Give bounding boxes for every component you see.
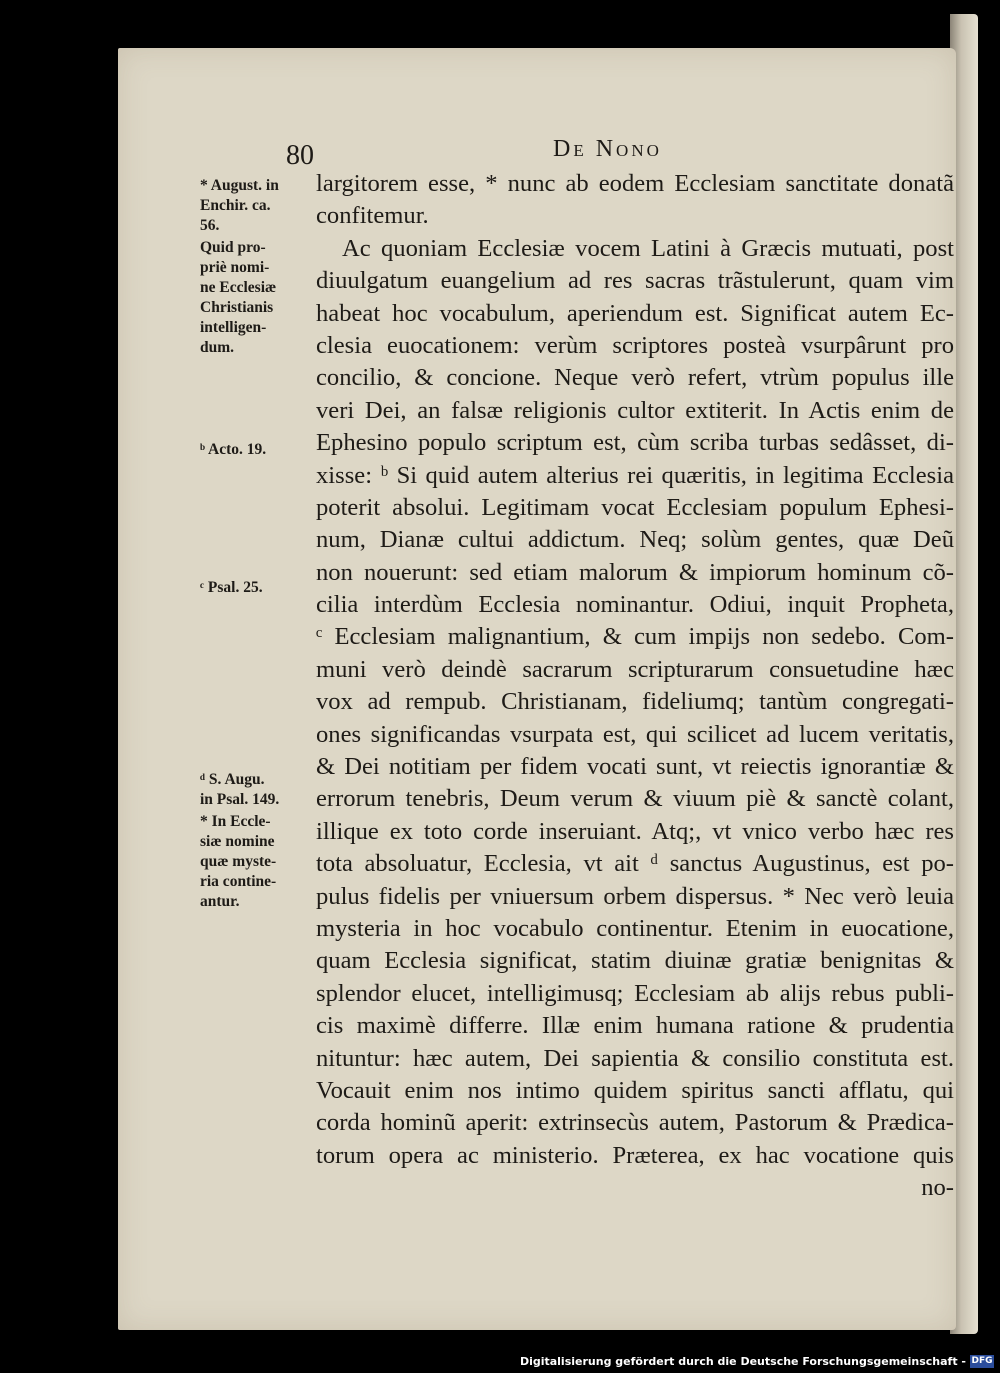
page-number: 80 bbox=[286, 140, 314, 171]
margin-note-line: Quid pro- bbox=[200, 239, 266, 256]
margin-note-line: ria contine- bbox=[200, 873, 277, 890]
funding-credit: Digitalisierung gefördert durch die Deutsche Forschungsgemeinschaft - bbox=[519, 1355, 966, 1368]
text-line: confitemur. bbox=[316, 202, 429, 230]
text-line: & Dei notitiam per fidem vocati sunt, vt reiectis ignorantiæ & bbox=[316, 753, 954, 781]
text-line: tota absoluatur, Ecclesia, vt ait ᵈ sanctus Augustinus, est po- bbox=[316, 850, 954, 878]
text-line: ᶜ Ecclesiam malignantium, & cum impijs non sedebo. Com- bbox=[316, 623, 954, 651]
text-line: pulus fidelis per vniuersum orbem dispersus. * Nec verò leuia bbox=[316, 882, 954, 910]
margin-note bbox=[200, 770, 318, 810]
text-line: Ac quoniam Ecclesiæ vocem Latini à Græcis mutuati, post bbox=[342, 234, 954, 262]
body-text bbox=[316, 168, 954, 1205]
margin-note-line: dum. bbox=[200, 339, 235, 356]
text-line: largitorem esse, * nunc ab eodem Ecclesiam sanctitate donatã bbox=[316, 170, 954, 197]
text-line: poterit absolui. Legitimam vocat Ecclesiam populum Ephesi- bbox=[316, 493, 954, 521]
text-line: errorum tenebris, Deum verum & viuum piè & sanctè colant, bbox=[316, 785, 954, 813]
text-line: mysteria in hoc vocabulo continentur. Etenim in euocatione, bbox=[316, 914, 954, 942]
running-title: De Nono bbox=[553, 136, 662, 162]
catchword: no- bbox=[921, 1174, 954, 1202]
margin-note bbox=[200, 176, 318, 236]
text-line: habeat hoc vocabulum, aperiendum est. Significat autem Ec- bbox=[316, 299, 954, 327]
text-line: Ephesino populo scriptum est, cùm scriba turbas sedâsset, di- bbox=[316, 429, 954, 457]
text-line: Vocauit enim nos intimo quidem spiritus sancti afflatu, qui bbox=[316, 1076, 954, 1104]
margin-note bbox=[200, 812, 318, 912]
text-line: muni verò deindè sacrarum scripturarum consuetudine hæc bbox=[316, 655, 954, 683]
margin-note-line: ne Ecclesiæ bbox=[200, 279, 277, 296]
margin-note-line: ᵈ S. Augu. bbox=[200, 771, 265, 788]
margin-note-line: ᶜ Psal. 25. bbox=[200, 579, 263, 596]
margin-note bbox=[200, 238, 318, 358]
text-line: xisse: ᵇ Si quid autem alterius rei quæritis, in legitima Ecclesia bbox=[316, 461, 954, 489]
text-line: ones significandas vsurpata est, qui scilicet ad lucem veritatis, bbox=[316, 720, 954, 748]
margin-note-line: intelligen- bbox=[200, 319, 267, 336]
text-line: vox ad rempub. Christianam, fideliumq; tantùm congregati- bbox=[316, 688, 954, 716]
text-line: nituntur: hæc autem, Dei sapientia & consilio constituta est. bbox=[316, 1044, 954, 1072]
margin-note-line: priè nomi- bbox=[200, 259, 270, 276]
margin-note-line: ᵇ Acto. 19. bbox=[200, 441, 267, 458]
footer-bar bbox=[0, 1352, 1000, 1373]
margin-note-line: * August. in bbox=[200, 177, 279, 194]
text-line: num, Dianæ cultui addictum. Neq; solùm gentes, quæ Deũ bbox=[316, 526, 954, 554]
margin-note-line: * In Eccle- bbox=[200, 813, 271, 830]
margin-note-line: Enchir. ca. bbox=[200, 197, 271, 214]
dfg-logo: DFG bbox=[971, 1356, 993, 1366]
text-line: veri Dei, an falsæ religionis cultor extiterit. In Actis enim de bbox=[316, 396, 954, 424]
margin-note-line: Christianis bbox=[200, 299, 274, 316]
margin-note-line: antur. bbox=[200, 893, 240, 910]
text-line: torum opera ac ministerio. Præterea, ex hac vocatione quis bbox=[316, 1141, 954, 1169]
text-line: cilia interdùm Ecclesia nominantur. Odiui, inquit Propheta, bbox=[316, 591, 954, 619]
text-line: corda hominũ aperit: extrinsecùs autem, Pastorum & Prædica- bbox=[316, 1109, 954, 1137]
margin-note-line: 56. bbox=[200, 217, 220, 234]
text-line: diuulgatum euangelium ad res sacras trãstulerunt, quam vim bbox=[316, 267, 954, 295]
margin-note-line: quæ myste- bbox=[200, 853, 277, 870]
margin-note-line: siæ nomine bbox=[200, 833, 275, 850]
text-line: concilio, & concione. Neque verò refert, vtrùm populus ille bbox=[316, 364, 954, 392]
text-line: clesia euocationem: verùm scriptores posteà vsurpârunt pro bbox=[316, 331, 954, 359]
margin-note-line: in Psal. 149. bbox=[200, 791, 280, 808]
text-line: quam Ecclesia significat, statim diuinæ gratiæ benignitas & bbox=[316, 947, 954, 975]
text-line: cis maximè differre. Illæ enim humana ratione & prudentia bbox=[316, 1012, 954, 1040]
text-line: non nouerunt: sed etiam malorum & impiorum hominum cõ- bbox=[316, 558, 954, 586]
text-line: illique ex toto corde inseruiant. Atq;, vt vnico verbo hæc res bbox=[316, 817, 954, 845]
margin-note bbox=[200, 578, 318, 598]
text-line: splendor elucet, intelligimusq; Ecclesiam ab alijs rebus publi- bbox=[316, 979, 954, 1007]
margin-note bbox=[200, 440, 318, 460]
